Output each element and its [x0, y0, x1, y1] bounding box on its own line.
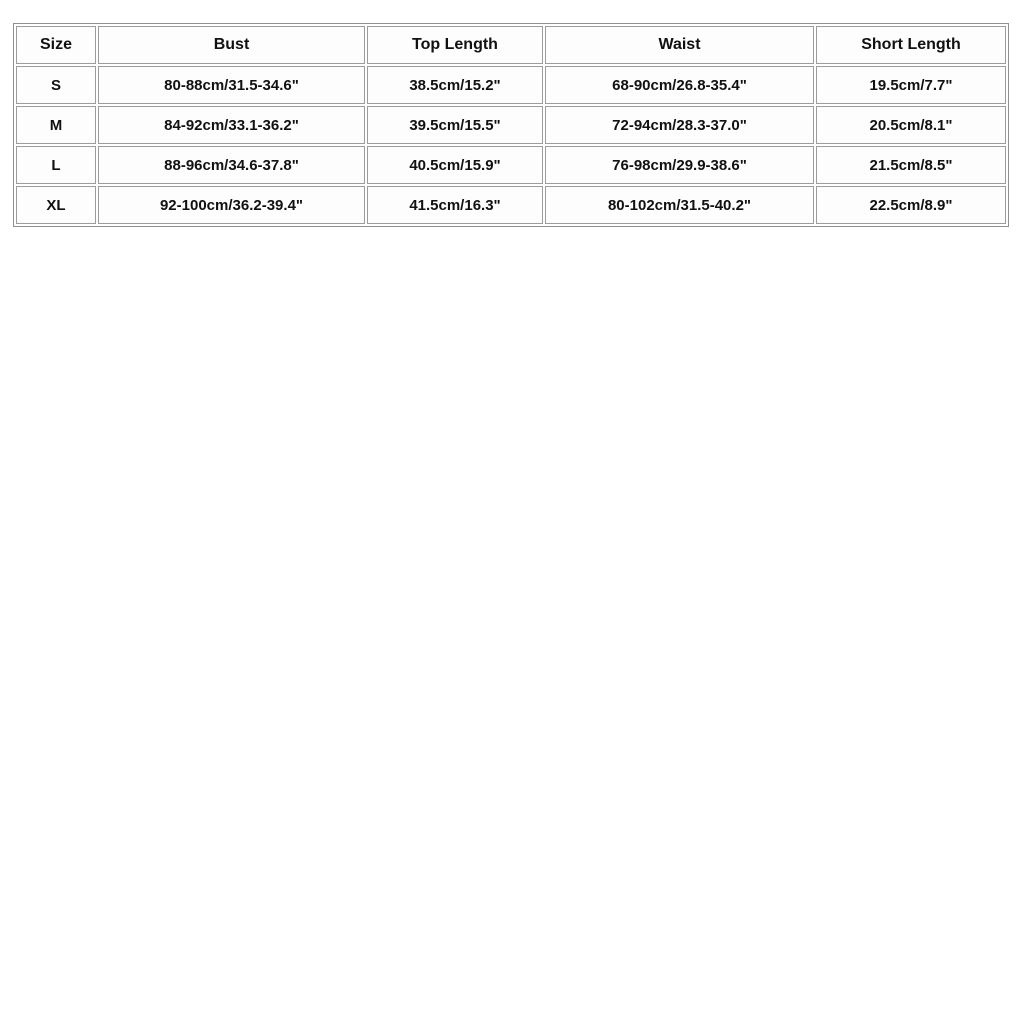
table-row-s [16, 66, 1006, 104]
table-row-m [16, 106, 1006, 144]
header-cell-waist: Waist [545, 26, 814, 64]
header-cell-size: Size [16, 26, 96, 64]
cell-xl-waist: 80-102cm/31.5-40.2" [545, 186, 814, 224]
header-cell-top-length: Top Length [367, 26, 543, 64]
table-row-l [16, 146, 1006, 184]
cell-m-waist: 72-94cm/28.3-37.0" [545, 106, 814, 144]
cell-m-short-length: 20.5cm/8.1" [816, 106, 1006, 144]
cell-xl-short-length: 22.5cm/8.9" [816, 186, 1006, 224]
row-label-l: L [16, 146, 96, 184]
cell-l-short-length: 21.5cm/8.5" [816, 146, 1006, 184]
cell-s-short-length: 19.5cm/7.7" [816, 66, 1006, 104]
cell-s-bust: 80-88cm/31.5-34.6" [98, 66, 365, 104]
row-label-xl: XL [16, 186, 96, 224]
cell-l-waist: 76-98cm/29.9-38.6" [545, 146, 814, 184]
table-row-xl [16, 186, 1006, 224]
header-cell-short-length: Short Length [816, 26, 1006, 64]
cell-xl-bust: 92-100cm/36.2-39.4" [98, 186, 365, 224]
row-label-m: M [16, 106, 96, 144]
size-chart-table [13, 23, 1009, 227]
header-row [16, 26, 1006, 64]
header-cell-bust: Bust [98, 26, 365, 64]
cell-l-bust: 88-96cm/34.6-37.8" [98, 146, 365, 184]
row-label-s: S [16, 66, 96, 104]
cell-s-top-length: 38.5cm/15.2" [367, 66, 543, 104]
cell-m-bust: 84-92cm/33.1-36.2" [98, 106, 365, 144]
cell-xl-top-length: 41.5cm/16.3" [367, 186, 543, 224]
cell-l-top-length: 40.5cm/15.9" [367, 146, 543, 184]
cell-s-waist: 68-90cm/26.8-35.4" [545, 66, 814, 104]
cell-m-top-length: 39.5cm/15.5" [367, 106, 543, 144]
